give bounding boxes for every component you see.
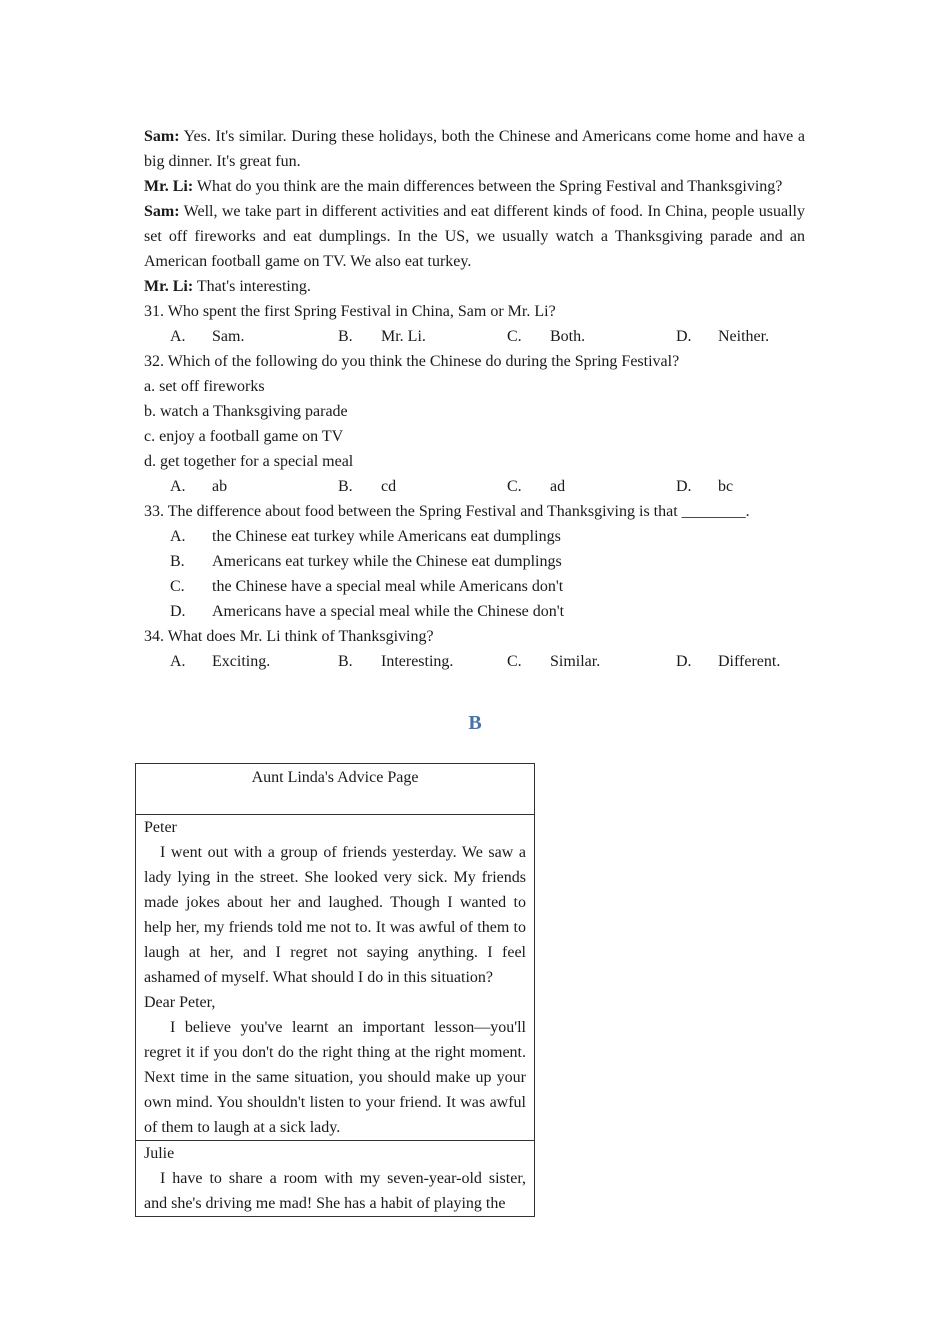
option-text: the Chinese have a special meal while Americans don't [212,578,564,595]
exam-page [144,124,805,674]
q32-item: c. enjoy a football game on TV [144,428,344,445]
option-letter: A. [170,478,186,495]
option-text: Interesting. [381,653,454,670]
dialogue-text: That's interesting. [193,278,311,295]
option-letter: B. [338,653,353,670]
advice-title: Aunt Linda's Advice Page [136,764,534,815]
q31-options [144,324,805,349]
speaker: Mr. Li: [144,278,194,295]
option-text: ad [550,478,566,495]
letter-author: Julie [144,1145,175,1162]
q33-option [144,549,805,574]
option-text: cd [381,478,397,495]
question-33: 33. The difference about food between the Spring Festival and Thanksgiving is that ________. [144,503,750,520]
q33-option [144,524,805,549]
option-text: Americans eat turkey while the Chinese eat dumplings [212,553,562,570]
dialogue-line [144,174,805,199]
julie-letter [136,1141,534,1217]
option-letter: C. [507,653,522,670]
dialogue-text: Well, we take part in different activities and eat different kinds of food. In China, people usually set off fireworks and eat dumplings. In the US, we usually watch a Thanksgiving parade and an American football game on TV. We also eat turkey. [144,203,805,270]
speaker: Mr. Li: [144,178,194,195]
dialogue-text: Yes. It's similar. During these holidays, both the Chinese and Americans come home and have a big dinner. It's great fun. [144,128,805,170]
option-letter: A. [170,528,186,545]
option-text: Both. [550,328,586,345]
dialogue-line [144,199,805,274]
question-31: 31. Who spent the first Spring Festival in China, Sam or Mr. Li? [144,303,556,320]
option-text: the Chinese eat turkey while Americans eat dumplings [212,528,561,545]
q33-option [144,599,805,624]
option-text: Neither. [718,328,770,345]
dialogue-line [144,124,805,174]
question-34: 34. What does Mr. Li think of Thanksgiving? [144,628,434,645]
option-letter: D. [676,653,692,670]
option-letter: C. [170,578,185,595]
q32-item: b. watch a Thanksgiving parade [144,403,348,420]
speaker: Sam: [144,128,180,145]
q32-options [144,474,805,499]
q33-option [144,574,805,599]
option-letter: B. [338,328,353,345]
q34-options [144,649,805,674]
option-letter: C. [507,328,522,345]
option-letter: C. [507,478,522,495]
option-text: Mr. Li. [381,328,426,345]
peter-letter [136,815,534,1141]
option-letter: A. [170,328,186,345]
question-32: 32. Which of the following do you think the Chinese do during the Spring Festival? [144,353,680,370]
option-text: bc [718,478,734,495]
dialogue-line [144,274,805,299]
option-letter: B. [338,478,353,495]
option-text: Americans have a special meal while the Chinese don't [212,603,565,620]
advice-table [135,763,535,1217]
q32-item: d. get together for a special meal [144,453,354,470]
reply-body: I believe you've learnt an important lesson—you'll regret it if you don't do the right thing at the right moment. Next time in the same situation, you should make up your own mind. You shouldn't listen to your friend. It was awful of them to laugh at a sick lady. [144,1019,526,1136]
reply-greeting: Dear Peter, [144,994,216,1011]
speaker: Sam: [144,203,180,220]
option-text: Different. [718,653,781,670]
option-letter: A. [170,653,186,670]
letter-author: Peter [144,819,177,836]
option-text: Similar. [550,653,601,670]
section-heading: B [468,712,482,734]
option-letter: D. [676,478,692,495]
dialogue-text: What do you think are the main differences between the Spring Festival and Thanksgiving? [193,178,783,195]
letter-body: I went out with a group of friends yesterday. We saw a lady lying in the street. She looked very sick. My friends made jokes about her and laughed. Though I wanted to help her, my friends told me not to. It was awful of them to laugh at her, and I regret not saying anything. I feel ashamed of myself. What should I do in this situation? [144,844,526,986]
option-letter: D. [676,328,692,345]
option-text: Sam. [212,328,245,345]
option-text: ab [212,478,228,495]
letter-body: I have to share a room with my seven-year-old sister, and she's driving me mad! She has a habit of playing the [144,1170,526,1212]
option-letter: B. [170,553,185,570]
option-text: Exciting. [212,653,271,670]
q32-item: a. set off fireworks [144,378,265,395]
option-letter: D. [170,603,186,620]
